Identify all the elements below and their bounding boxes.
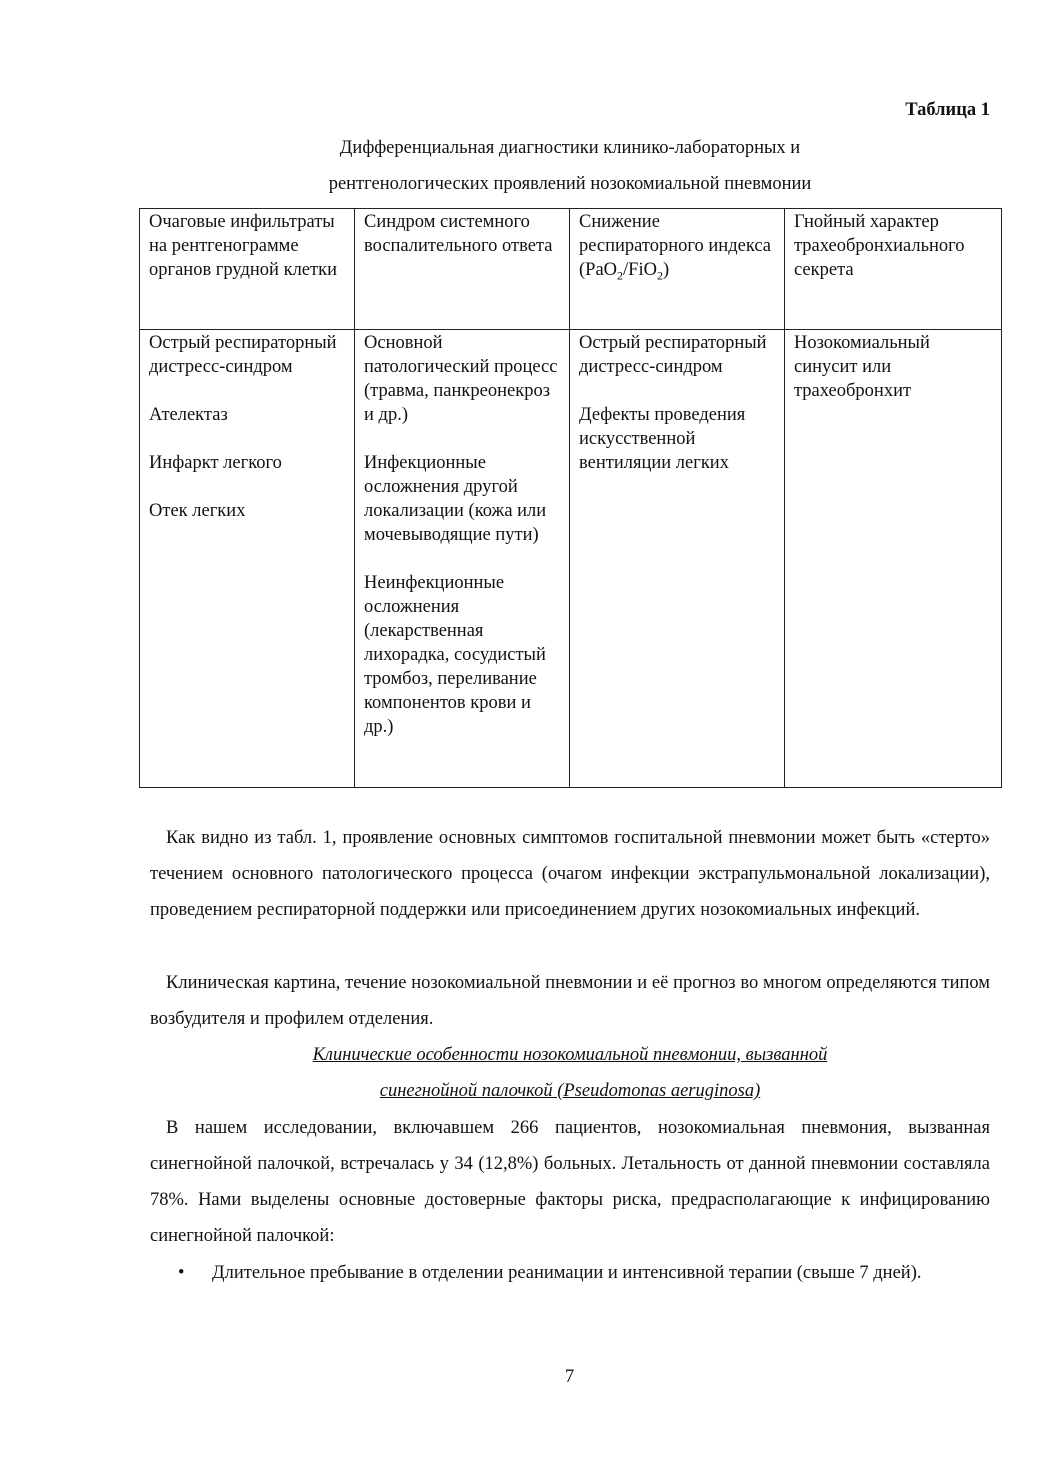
table-cell: Нозокомиальный синусит или трахеобронхит <box>785 330 1002 788</box>
body-paragraph: Клиническая картина, течение нозокомиальной пневмонии и её прогноз во многом определяются типом возбудителя и профилем отделения. <box>150 973 990 1029</box>
table-caption-line-1: Дифференциальная диагностики клинико-лабораторных и <box>339 138 801 158</box>
body-paragraph: В нашем исследовании, включавшем 266 пациентов, нозокомиальная пневмония, вызванная синегнойной палочкой, встречалась у 34 (12,8%) больных. Летальность от данной пневмонии составляла 78%. Нами выделены основные достоверные факторы риска, предрасполагающие к инфицированию синегнойной палочкой: <box>150 1118 990 1246</box>
table-header-row <box>140 209 1002 330</box>
table-cell: Острый респираторный дистресс-синдром Дефекты проведения искусственной вентиляции легких <box>570 330 785 788</box>
table-row <box>140 330 1002 788</box>
table-cell: Основной патологический процесс (травма, панкреонекроз и др.) Инфекционные осложнения другой локализации (кожа или мочевыводящие пути) Неинфекционные осложнения (лекарственная лихорадка, сосудистый тромбоз, переливание компонентов крови и др.) <box>355 330 570 788</box>
table-header-cell: Синдром системного воспалительного ответа <box>355 209 570 330</box>
differential-diagnosis-table <box>139 208 1002 788</box>
page-number: 7 <box>564 1367 575 1387</box>
bullet-text: Длительное пребывание в отделении реанимации и интенсивной терапии (свыше 7 дней). <box>212 1263 922 1283</box>
table-caption-line-2: рентгенологических проявлений нозокомиальной пневмонии <box>328 174 812 194</box>
bullet-list-item <box>150 1255 990 1291</box>
table-cell: Острый респираторный дистресс-синдром Ателектаз Инфаркт легкого Отек легких <box>140 330 355 788</box>
section-heading-line-2: синегнойной палочкой (Pseudomonas aeruginosa) <box>379 1081 761 1101</box>
table-header-cell: Очаговые инфильтраты на рентгенограмме органов грудной клетки <box>140 209 355 330</box>
section-heading-line-1: Клинические особенности нозокомиальной пневмонии, вызванной <box>312 1045 828 1065</box>
body-paragraph: Как видно из табл. 1, проявление основных симптомов госпитальной пневмонии может быть «стерто» течением основного патологического процесса (очагом инфекции экстрапульмональной локализации), проведением респираторной поддержки или присоединением других нозокомиальных инфекций. <box>150 828 990 920</box>
table-header-cell: Гнойный характер трахеобронхиального секрета <box>785 209 1002 330</box>
bullet-icon: • <box>178 1263 185 1283</box>
table-label: Таблица 1 <box>905 100 990 120</box>
table-header-cell: Снижение респираторного индекса (PaO$_2$/FiO$_2$) <box>570 209 785 330</box>
